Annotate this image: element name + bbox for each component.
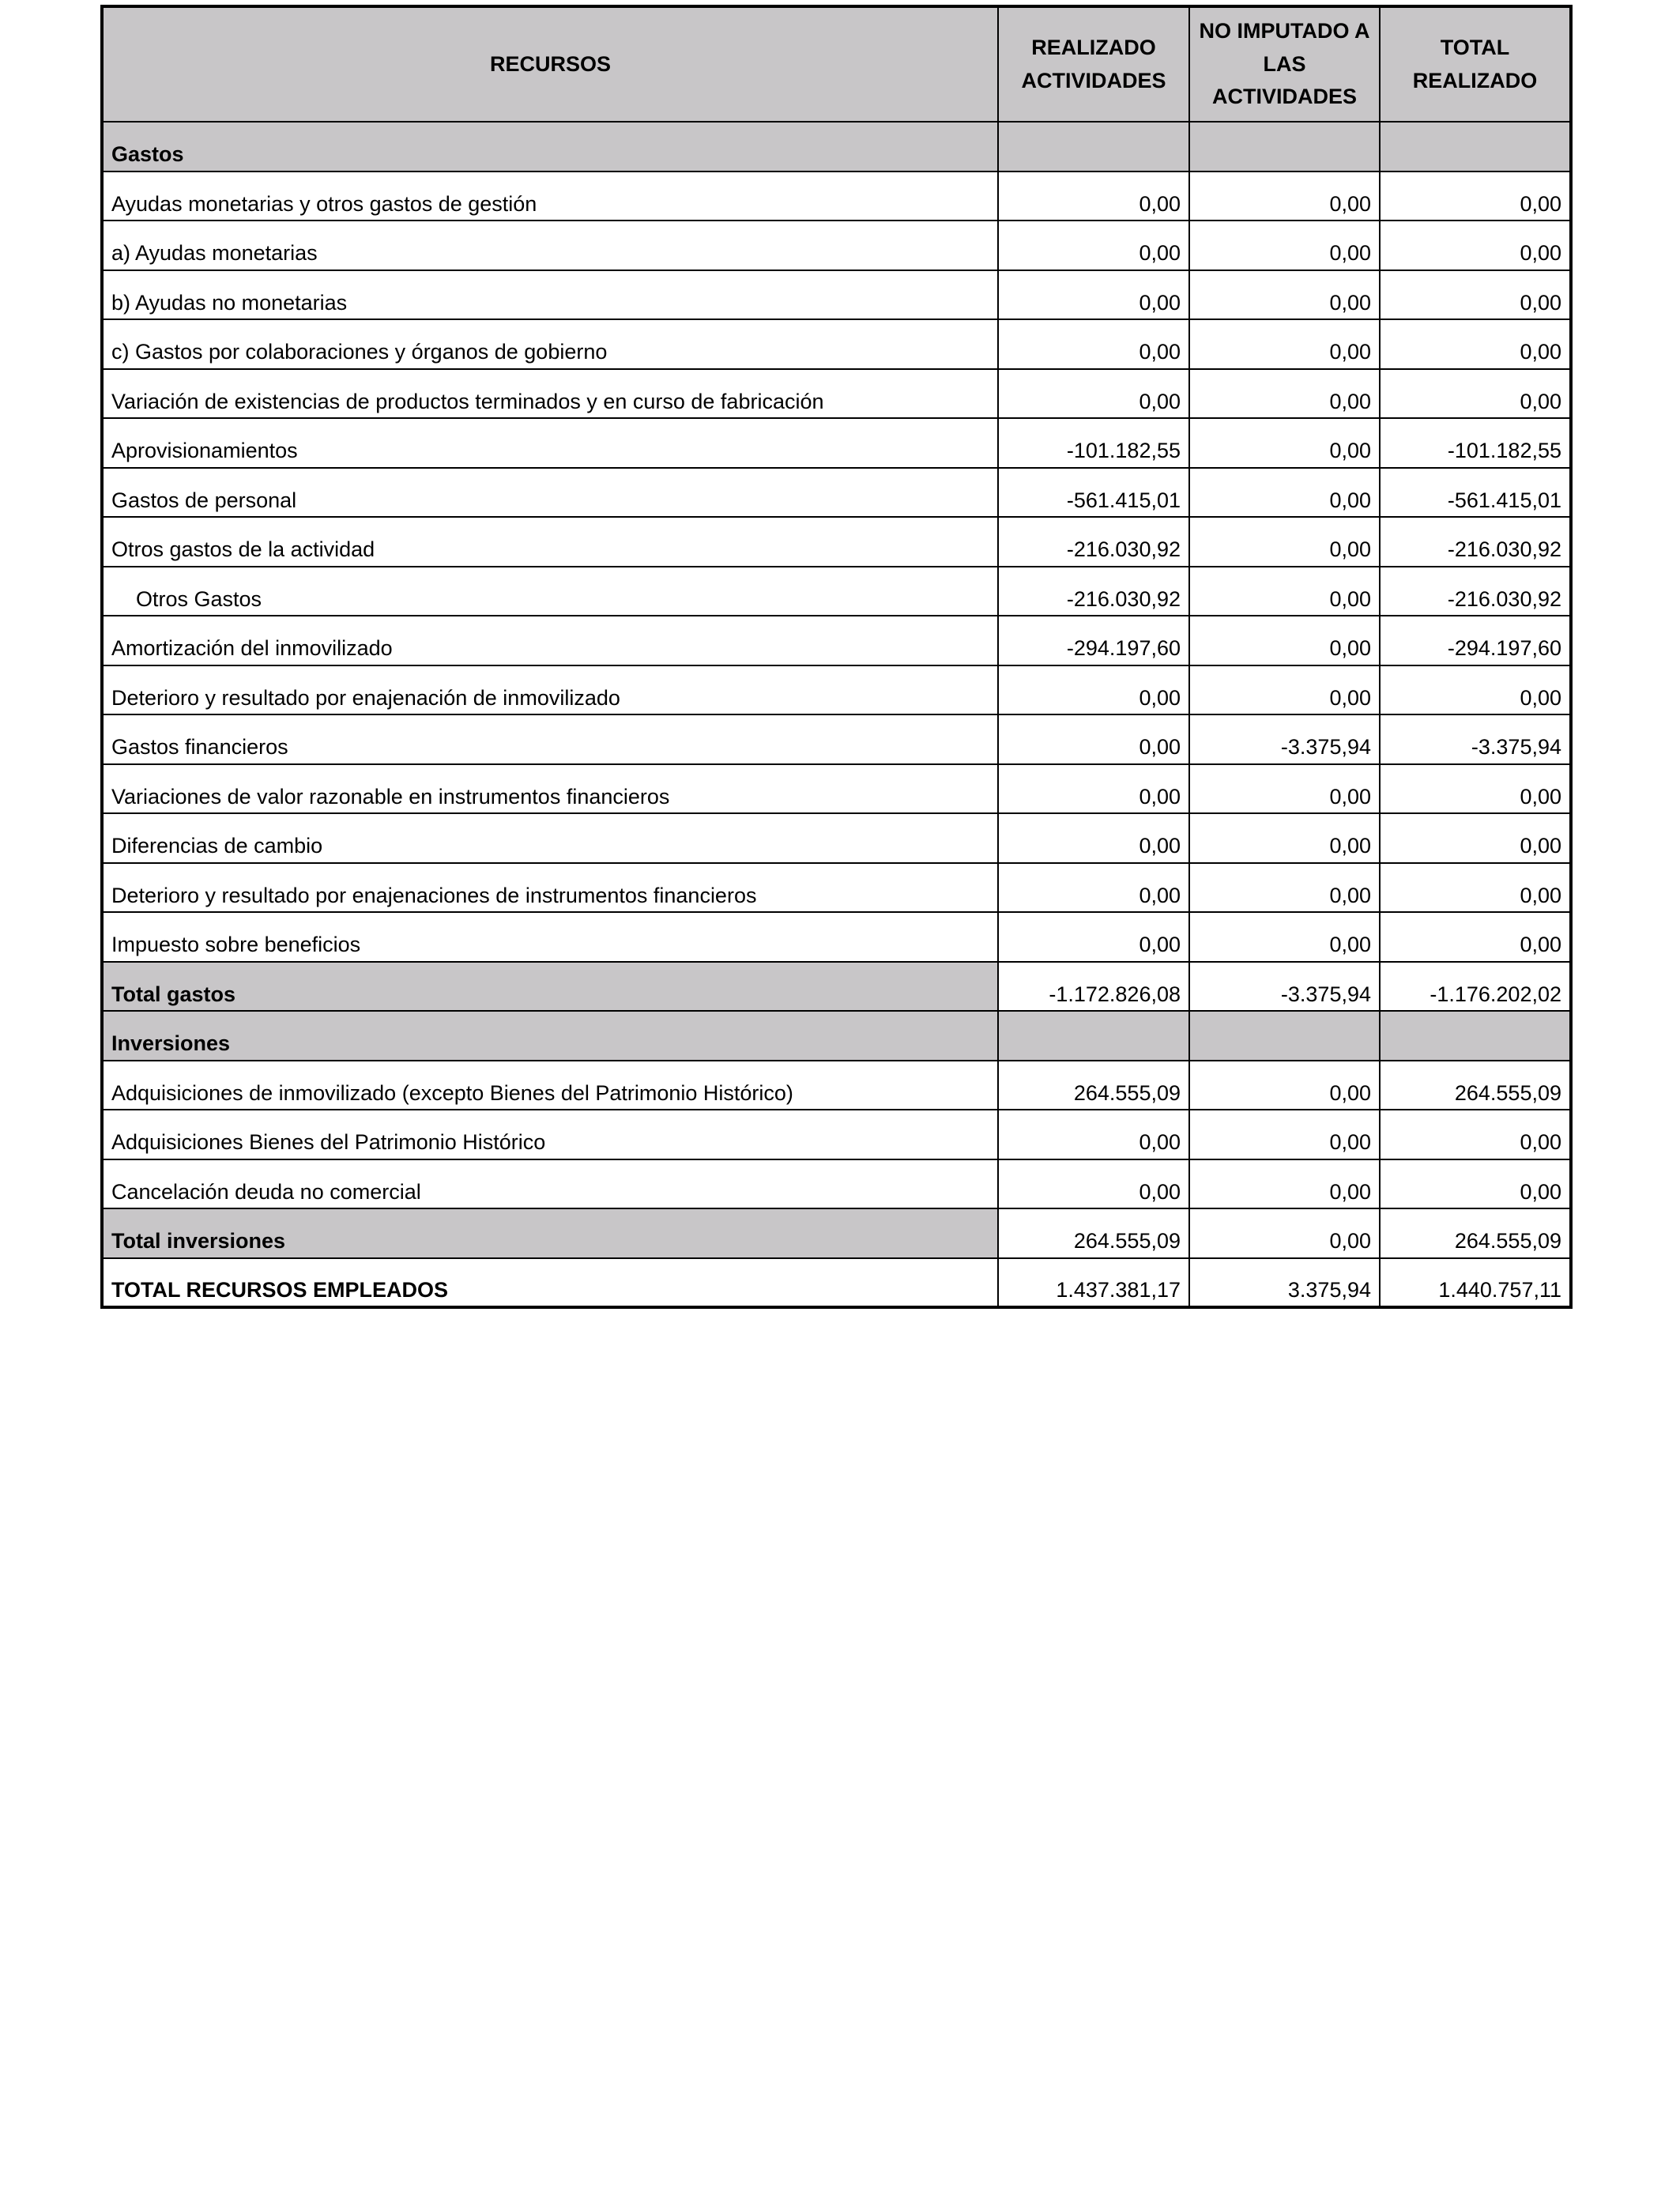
table-row [102,1159,1571,1209]
table-row [102,172,1571,221]
section-row [102,122,1571,172]
value-realizado-actividades [998,122,1189,172]
value-no-imputado: 0,00 [1189,1159,1380,1209]
value-no-imputado [1189,1011,1380,1061]
row-label: Adquisiciones de inmovilizado (excepto Bienes del Patrimonio Histórico) [102,1061,998,1110]
value-realizado-actividades: 264.555,09 [998,1061,1189,1110]
value-no-imputado: 0,00 [1189,319,1380,369]
row-label: a) Ayudas monetarias [102,221,998,270]
row-label: Cancelación deuda no comercial [102,1159,998,1209]
total-row [102,1208,1571,1258]
value-total-realizado: 0,00 [1380,221,1571,270]
row-label: Gastos [102,122,998,172]
row-label: b) Ayudas no monetarias [102,270,998,320]
value-total-realizado: 0,00 [1380,270,1571,320]
value-no-imputado [1189,122,1380,172]
row-label: Deterioro y resultado por enajenación de inmovilizado [102,665,998,715]
header-no-imputado: NO IMPUTADO A LAS ACTIVIDADES [1189,6,1380,122]
value-no-imputado: 0,00 [1189,221,1380,270]
value-total-realizado [1380,1011,1571,1061]
table-row [102,665,1571,715]
value-realizado-actividades: 0,00 [998,172,1189,221]
row-label: Impuesto sobre beneficios [102,912,998,962]
value-total-realizado: 0,00 [1380,813,1571,863]
table-row [102,270,1571,320]
row-label: Otros Gastos [102,567,998,616]
table-header-row [102,6,1571,122]
grand-total-row [102,1258,1571,1308]
table-row [102,468,1571,518]
header-total-realizado: TOTAL REALIZADO [1380,6,1571,122]
row-label: Gastos financieros [102,714,998,764]
header-realizado-actividades: REALIZADO ACTIVIDADES [998,6,1189,122]
value-realizado-actividades: 0,00 [998,813,1189,863]
table-row [102,813,1571,863]
row-label: c) Gastos por colaboraciones y órganos de gobierno [102,319,998,369]
table-row [102,912,1571,962]
value-realizado-actividades: -1.172.826,08 [998,962,1189,1012]
value-total-realizado [1380,122,1571,172]
table-row [102,418,1571,468]
row-label: Inversiones [102,1011,998,1061]
value-total-realizado: -216.030,92 [1380,517,1571,567]
value-total-realizado: 1.440.757,11 [1380,1258,1571,1308]
value-realizado-actividades: 0,00 [998,1159,1189,1209]
value-total-realizado: 0,00 [1380,369,1571,419]
value-realizado-actividades [998,1011,1189,1061]
value-total-realizado: 0,00 [1380,1110,1571,1159]
value-realizado-actividades: -561.415,01 [998,468,1189,518]
table-row [102,567,1571,616]
value-no-imputado: 0,00 [1189,764,1380,814]
value-no-imputado: 0,00 [1189,863,1380,913]
value-no-imputado: 0,00 [1189,813,1380,863]
value-no-imputado: 0,00 [1189,517,1380,567]
value-no-imputado: 0,00 [1189,369,1380,419]
value-total-realizado: 0,00 [1380,1159,1571,1209]
section-row [102,1011,1571,1061]
table-row [102,863,1571,913]
value-no-imputado: 0,00 [1189,468,1380,518]
row-label: Aprovisionamientos [102,418,998,468]
table-row [102,1061,1571,1110]
table-row [102,517,1571,567]
table-row [102,714,1571,764]
value-total-realizado: 0,00 [1380,665,1571,715]
value-realizado-actividades: 0,00 [998,665,1189,715]
row-label: Diferencias de cambio [102,813,998,863]
value-realizado-actividades: 1.437.381,17 [998,1258,1189,1308]
value-realizado-actividades: -294.197,60 [998,616,1189,665]
value-realizado-actividades: 0,00 [998,714,1189,764]
row-label: Deterioro y resultado por enajenaciones de instrumentos financieros [102,863,998,913]
row-label: Total inversiones [102,1208,998,1258]
value-no-imputado: 0,00 [1189,912,1380,962]
value-no-imputado: 0,00 [1189,172,1380,221]
total-row [102,962,1571,1012]
value-realizado-actividades: -216.030,92 [998,567,1189,616]
value-realizado-actividades: 264.555,09 [998,1208,1189,1258]
header-recursos: RECURSOS [102,6,998,122]
value-no-imputado: 0,00 [1189,1110,1380,1159]
value-realizado-actividades: 0,00 [998,764,1189,814]
value-total-realizado: -294.197,60 [1380,616,1571,665]
value-total-realizado: -561.415,01 [1380,468,1571,518]
resources-table [100,5,1573,1309]
row-label: TOTAL RECURSOS EMPLEADOS [102,1258,998,1308]
value-realizado-actividades: -216.030,92 [998,517,1189,567]
row-label: Otros gastos de la actividad [102,517,998,567]
table-row [102,764,1571,814]
value-realizado-actividades: 0,00 [998,369,1189,419]
value-realizado-actividades: 0,00 [998,270,1189,320]
value-total-realizado: 264.555,09 [1380,1061,1571,1110]
value-no-imputado: 0,00 [1189,270,1380,320]
table-row [102,1110,1571,1159]
value-total-realizado: 0,00 [1380,172,1571,221]
value-total-realizado: -1.176.202,02 [1380,962,1571,1012]
value-realizado-actividades: 0,00 [998,863,1189,913]
value-total-realizado: 0,00 [1380,764,1571,814]
table-row [102,221,1571,270]
value-no-imputado: 0,00 [1189,567,1380,616]
row-label: Amortización del inmovilizado [102,616,998,665]
row-label: Adquisiciones Bienes del Patrimonio Histórico [102,1110,998,1159]
value-no-imputado: 0,00 [1189,1208,1380,1258]
value-no-imputado: 0,00 [1189,665,1380,715]
value-no-imputado: 0,00 [1189,1061,1380,1110]
value-no-imputado: 3.375,94 [1189,1258,1380,1308]
value-realizado-actividades: -101.182,55 [998,418,1189,468]
row-label: Variaciones de valor razonable en instrumentos financieros [102,764,998,814]
value-total-realizado: 264.555,09 [1380,1208,1571,1258]
value-total-realizado: 0,00 [1380,319,1571,369]
value-total-realizado: 0,00 [1380,863,1571,913]
row-label: Total gastos [102,962,998,1012]
value-total-realizado: -101.182,55 [1380,418,1571,468]
value-no-imputado: 0,00 [1189,418,1380,468]
value-total-realizado: -216.030,92 [1380,567,1571,616]
table-row [102,369,1571,419]
value-no-imputado: 0,00 [1189,616,1380,665]
table-row [102,616,1571,665]
value-total-realizado: 0,00 [1380,912,1571,962]
value-realizado-actividades: 0,00 [998,1110,1189,1159]
value-realizado-actividades: 0,00 [998,912,1189,962]
row-label: Variación de existencias de productos terminados y en curso de fabricación [102,369,998,419]
value-realizado-actividades: 0,00 [998,221,1189,270]
value-no-imputado: -3.375,94 [1189,714,1380,764]
value-no-imputado: -3.375,94 [1189,962,1380,1012]
value-total-realizado: -3.375,94 [1380,714,1571,764]
row-label: Gastos de personal [102,468,998,518]
value-realizado-actividades: 0,00 [998,319,1189,369]
row-label: Ayudas monetarias y otros gastos de gestión [102,172,998,221]
table-body [102,122,1571,1307]
table-row [102,319,1571,369]
